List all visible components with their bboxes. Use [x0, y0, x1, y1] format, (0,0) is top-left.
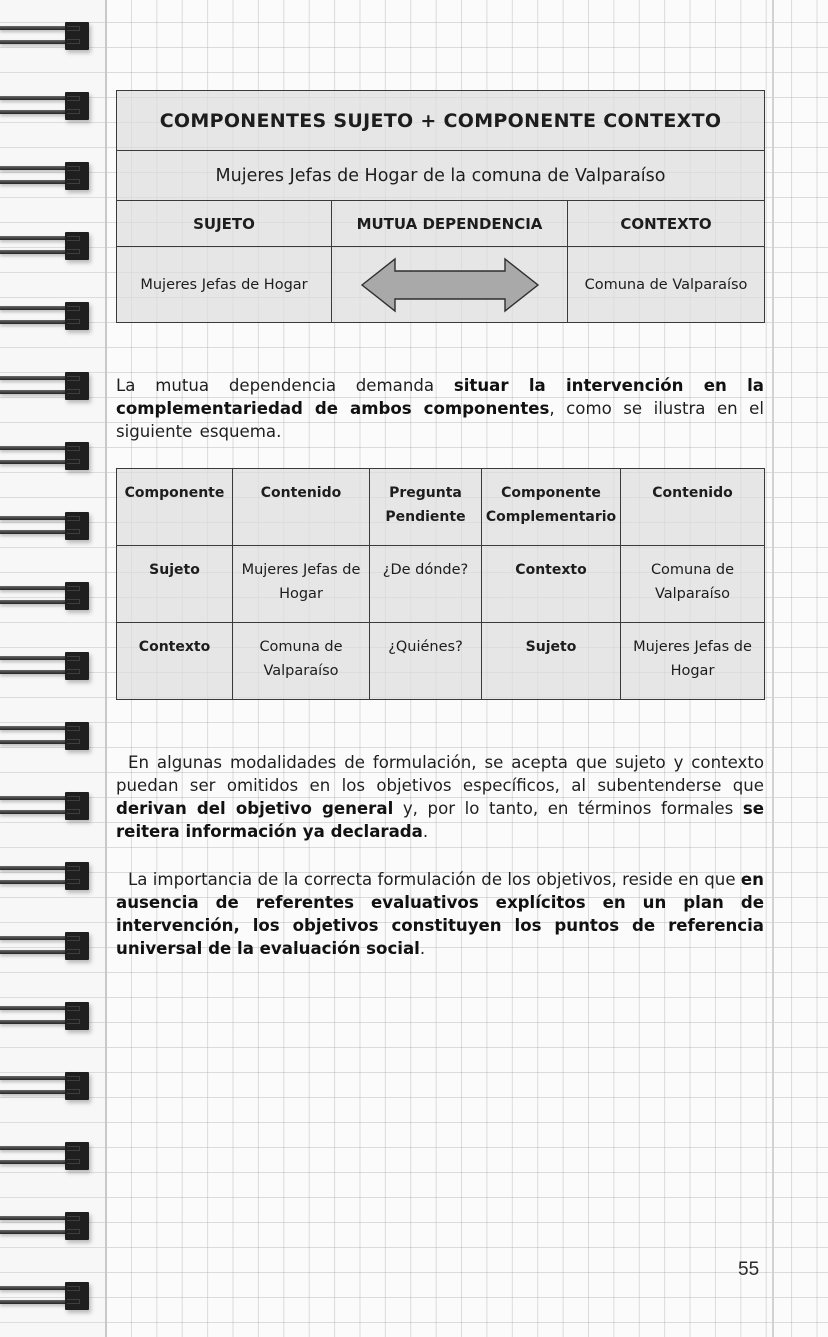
- double-arrow-icon: [360, 257, 540, 313]
- header-pregunta-pendiente: Pregunta Pendiente: [370, 469, 482, 546]
- spiral-ring-icon: [0, 1142, 90, 1170]
- scheme-table-header-row: [117, 469, 765, 546]
- spiral-ring-icon: [0, 582, 90, 610]
- header-sujeto: SUJETO: [117, 201, 332, 247]
- cell-contenido-2: Mujeres Jefas de Hogar: [621, 623, 765, 700]
- paragraph-objectives-importance: [116, 868, 764, 960]
- spiral-ring-icon: [0, 1002, 90, 1030]
- paragraph-text: y, por lo tanto, en términos formales: [393, 798, 743, 818]
- header-mutua-dependencia: MUTUA DEPENDENCIA: [332, 201, 568, 247]
- header-contenido: Contenido: [233, 469, 370, 546]
- cell-componente-complementario: Sujeto: [482, 623, 621, 700]
- spiral-ring-icon: [0, 862, 90, 890]
- spiral-ring-icon: [0, 22, 90, 50]
- cell-contenido-2: Comuna de Valparaíso: [621, 546, 765, 623]
- header-componente: Componente: [117, 469, 233, 546]
- table-row: [117, 546, 765, 623]
- spiral-ring-icon: [0, 302, 90, 330]
- page-number: 55: [738, 1259, 760, 1280]
- cell-contenido: Mujeres Jefas de Hogar: [233, 546, 370, 623]
- paragraph-text: , como se ilustra en el siguiente esquema.: [116, 398, 764, 441]
- spiral-ring-icon: [0, 512, 90, 540]
- cell-contexto-value: Comuna de Valparaíso: [568, 247, 765, 323]
- paragraph-text: La importancia de la correcta formulación de los objetivos, reside en que: [128, 869, 741, 889]
- right-margin-line: [772, 0, 774, 1337]
- paragraph-text: La mutua dependencia demanda: [116, 375, 454, 395]
- spiral-ring-icon: [0, 652, 90, 680]
- spiral-ring-icon: [0, 372, 90, 400]
- cell-componente-complementario: Contexto: [482, 546, 621, 623]
- paragraph-bold-text: se reitera información ya declarada: [116, 798, 764, 841]
- cell-sujeto-value: Mujeres Jefas de Hogar: [117, 247, 332, 323]
- margin-line: [105, 0, 107, 1337]
- paragraph-text: .: [422, 821, 429, 841]
- spiral-ring-icon: [0, 1072, 90, 1100]
- cell-pregunta: ¿Quiénes?: [370, 623, 482, 700]
- paragraph-mutual-dependence: [116, 374, 764, 443]
- paragraph-bold-text: en ausencia de referentes evaluativos explícitos en un plan de intervención, los objetivos constituyen los puntos de referencia universal de la evaluación social: [116, 869, 764, 958]
- paragraph-formulation-modalities: [116, 751, 764, 843]
- cell-componente: Sujeto: [117, 546, 233, 623]
- cell-mutua-dependencia: [332, 247, 568, 323]
- spiral-ring-icon: [0, 232, 90, 260]
- spiral-ring-icon: [0, 722, 90, 750]
- cell-componente: Contexto: [117, 623, 233, 700]
- paragraph-text: .: [419, 938, 426, 958]
- header-contenido-2: Contenido: [621, 469, 765, 546]
- spiral-ring-icon: [0, 162, 90, 190]
- components-table: [116, 90, 765, 323]
- header-componente-complementario: Componente Complementario: [482, 469, 621, 546]
- scheme-table: [116, 468, 765, 700]
- paragraph-bold-text: situar la intervención en la complementariedad de ambos componentes: [116, 375, 764, 418]
- paragraph-text: En algunas modalidades de formulación, se acepta que sujeto y contexto puedan ser omitidos en los objetivos específicos, al subentenderse que: [116, 752, 764, 795]
- components-table-title: COMPONENTES SUJETO + COMPONENTE CONTEXTO: [117, 91, 765, 151]
- header-contexto: CONTEXTO: [568, 201, 765, 247]
- table-row: [117, 623, 765, 700]
- cell-pregunta: ¿De dónde?: [370, 546, 482, 623]
- paragraph-bold-text: derivan del objetivo general: [116, 798, 394, 818]
- spiral-ring-icon: [0, 932, 90, 960]
- components-table-subtitle: Mujeres Jefas de Hogar de la comuna de Valparaíso: [117, 151, 765, 201]
- spiral-ring-icon: [0, 792, 90, 820]
- spiral-ring-icon: [0, 1212, 90, 1240]
- cell-contenido: Comuna de Valparaíso: [233, 623, 370, 700]
- spiral-ring-icon: [0, 92, 90, 120]
- spiral-ring-icon: [0, 442, 90, 470]
- spiral-ring-icon: [0, 1282, 90, 1310]
